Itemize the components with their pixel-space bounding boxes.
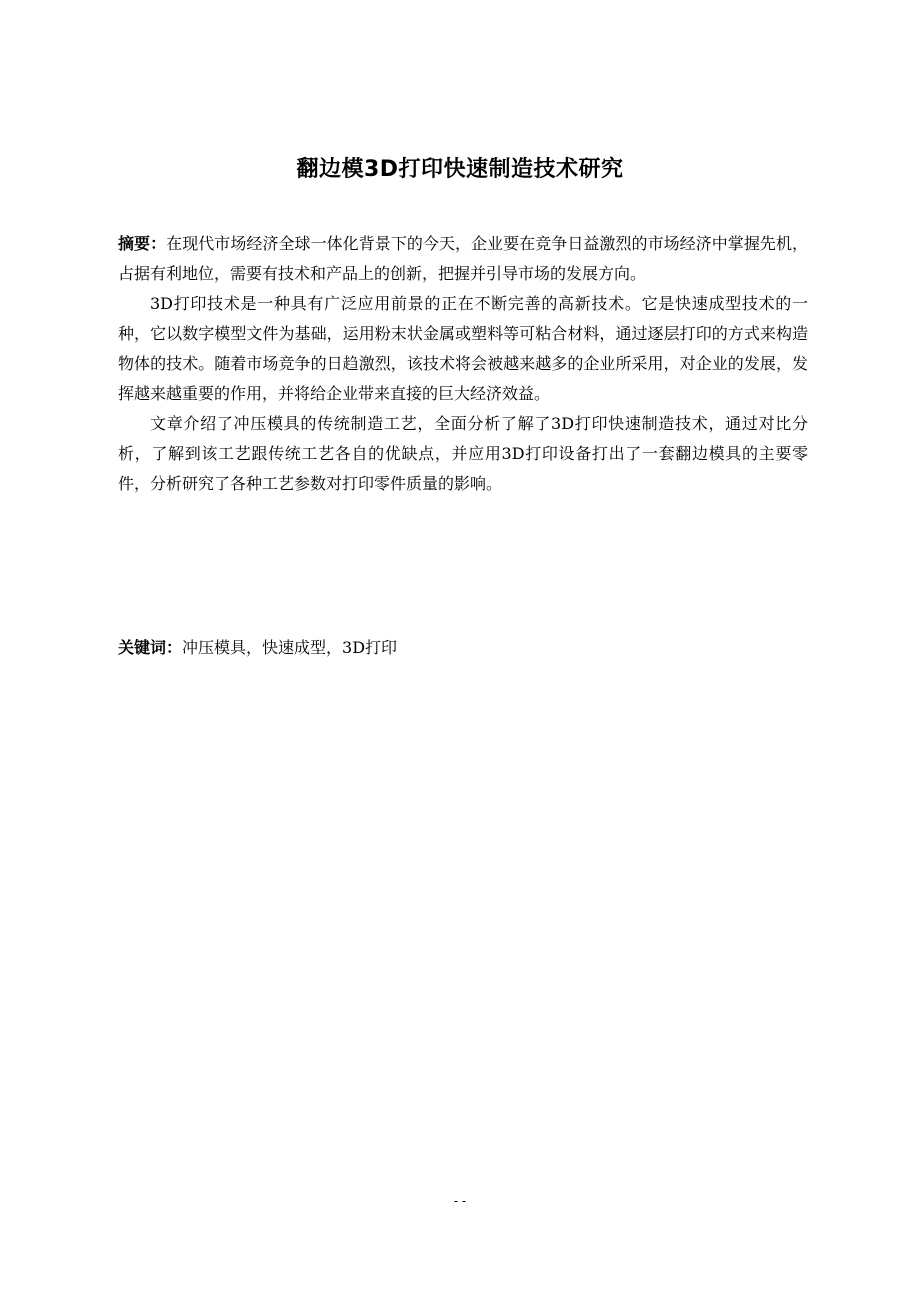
document-title: 翻边模3D打印快速制造技术研究: [296, 157, 624, 182]
abstract-paragraph-2: 3D打印技术是一种具有广泛应用前景的正在不断完善的高新技术。它是快速成型技术的一种，它以数字模型文件为基础，运用粉末状金属或塑料等可粘合材料，通过逐层打印的方式来构造物体的技术。随着市场竞争的日趋激烈，该技术将会被越来越多的企业所采用，对企业的发展，发挥越来越重要的作用，并将给企业带来直接的巨大经济效益。: [118, 294, 808, 403]
abstract-paragraph-1: [118, 229, 808, 289]
keywords-value: 冲压模具，快速成型，3D打印: [182, 638, 398, 657]
abstract-section: [118, 229, 808, 499]
keywords-label: 关键词：: [118, 638, 183, 657]
abstract-label: 摘要：: [118, 234, 167, 253]
abstract-paragraph-3: 文章介绍了冲压模具的传统制造工艺，全面分析了解了3D打印快速制造技术，通过对比分析，了解到该工艺跟传统工艺各自的优缺点，并应用3D打印设备打出了一套翻边模具的主要零件，分析研究了各种工艺参数对打印零件质量的影响。: [118, 414, 808, 493]
page-number: - -: [453, 1194, 467, 1208]
abstract-paragraph-1-text: 在现代市场经济全球一体化背景下的今天，企业要在竞争日益激烈的市场经济中掌握先机，占据有利地位，需要有技术和产品上的创新，把握并引导市场的发展方向。: [118, 234, 808, 283]
keywords-line: [118, 633, 808, 663]
